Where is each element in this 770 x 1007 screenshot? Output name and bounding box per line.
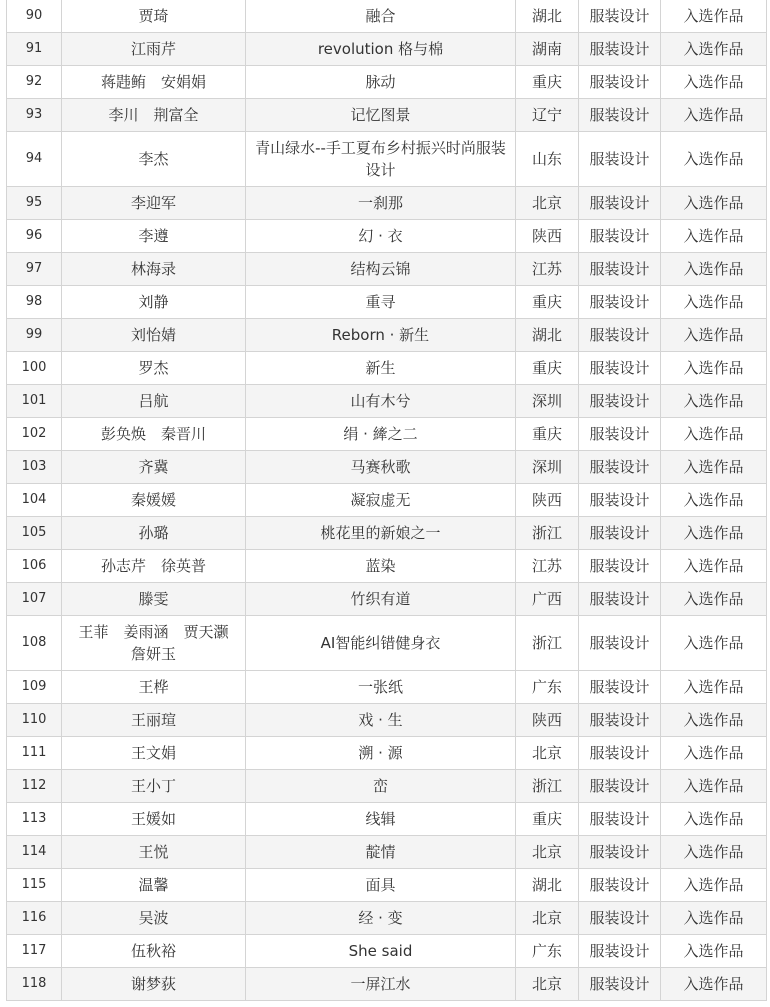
author-cell: 王菲 姜雨涵 贾天灏 詹妍玉 xyxy=(62,616,246,671)
table-row xyxy=(7,0,767,33)
category-cell: 服装设计 xyxy=(579,286,661,319)
entry-number: 110 xyxy=(7,704,62,737)
status-cell: 入选作品 xyxy=(661,187,767,220)
author-cell: 王媛如 xyxy=(62,803,246,836)
work-title-cell: Reborn · 新生 xyxy=(246,319,516,352)
region-cell: 江苏 xyxy=(516,550,579,583)
status-cell: 入选作品 xyxy=(661,616,767,671)
table-row xyxy=(7,517,767,550)
entry-number: 109 xyxy=(7,671,62,704)
category-cell: 服装设计 xyxy=(579,704,661,737)
work-title-cell: 峦 xyxy=(246,770,516,803)
author-cell: 伍秋裕 xyxy=(62,935,246,968)
work-title-cell: 戏 · 生 xyxy=(246,704,516,737)
entry-number: 111 xyxy=(7,737,62,770)
work-title-cell: revolution 格与棉 xyxy=(246,33,516,66)
entry-number: 104 xyxy=(7,484,62,517)
category-cell: 服装设计 xyxy=(579,0,661,33)
work-title-cell: 新生 xyxy=(246,352,516,385)
status-cell: 入选作品 xyxy=(661,550,767,583)
entry-number: 101 xyxy=(7,385,62,418)
entry-number: 113 xyxy=(7,803,62,836)
author-cell: 王悦 xyxy=(62,836,246,869)
status-cell: 入选作品 xyxy=(661,704,767,737)
status-cell: 入选作品 xyxy=(661,220,767,253)
entry-number: 98 xyxy=(7,286,62,319)
work-title-cell: 一屏江水 xyxy=(246,968,516,1001)
author-cell: 李川 荆富全 xyxy=(62,99,246,132)
category-cell: 服装设计 xyxy=(579,385,661,418)
table-row xyxy=(7,616,767,671)
category-cell: 服装设计 xyxy=(579,935,661,968)
work-title-cell: 经 · 变 xyxy=(246,902,516,935)
table-row xyxy=(7,968,767,1001)
entry-number: 108 xyxy=(7,616,62,671)
table-row xyxy=(7,451,767,484)
category-cell: 服装设计 xyxy=(579,671,661,704)
entry-number: 96 xyxy=(7,220,62,253)
status-cell: 入选作品 xyxy=(661,33,767,66)
author-cell: 温馨 xyxy=(62,869,246,902)
work-title-cell: She said xyxy=(246,935,516,968)
author-cell: 孙志芹 徐英普 xyxy=(62,550,246,583)
work-title-cell: 凝寂虚无 xyxy=(246,484,516,517)
category-cell: 服装设计 xyxy=(579,484,661,517)
entry-number: 106 xyxy=(7,550,62,583)
author-cell: 李杰 xyxy=(62,132,246,187)
status-cell: 入选作品 xyxy=(661,836,767,869)
table-row xyxy=(7,132,767,187)
table-row xyxy=(7,484,767,517)
author-cell: 王文娟 xyxy=(62,737,246,770)
region-cell: 深圳 xyxy=(516,385,579,418)
region-cell: 重庆 xyxy=(516,352,579,385)
entry-number: 112 xyxy=(7,770,62,803)
entry-number: 94 xyxy=(7,132,62,187)
category-cell: 服装设计 xyxy=(579,968,661,1001)
author-cell: 李迎军 xyxy=(62,187,246,220)
table-row xyxy=(7,803,767,836)
work-title-cell: 青山绿水--手工夏布乡村振兴时尚服装设计 xyxy=(246,132,516,187)
entry-number: 100 xyxy=(7,352,62,385)
work-title-cell: 记忆图景 xyxy=(246,99,516,132)
category-cell: 服装设计 xyxy=(579,319,661,352)
category-cell: 服装设计 xyxy=(579,803,661,836)
category-cell: 服装设计 xyxy=(579,616,661,671)
entry-number: 107 xyxy=(7,583,62,616)
awards-table-body xyxy=(7,0,767,1001)
author-cell: 王小丁 xyxy=(62,770,246,803)
table-row xyxy=(7,66,767,99)
author-cell: 彭奂焕 秦晋川 xyxy=(62,418,246,451)
author-cell: 吴波 xyxy=(62,902,246,935)
status-cell: 入选作品 xyxy=(661,451,767,484)
category-cell: 服装设计 xyxy=(579,517,661,550)
awards-table xyxy=(6,0,767,1001)
region-cell: 北京 xyxy=(516,187,579,220)
region-cell: 陕西 xyxy=(516,220,579,253)
region-cell: 陕西 xyxy=(516,484,579,517)
table-row xyxy=(7,220,767,253)
region-cell: 北京 xyxy=(516,968,579,1001)
author-cell: 吕航 xyxy=(62,385,246,418)
region-cell: 江苏 xyxy=(516,253,579,286)
author-cell: 贾琦 xyxy=(62,0,246,33)
status-cell: 入选作品 xyxy=(661,737,767,770)
category-cell: 服装设计 xyxy=(579,770,661,803)
category-cell: 服装设计 xyxy=(579,253,661,286)
status-cell: 入选作品 xyxy=(661,286,767,319)
status-cell: 入选作品 xyxy=(661,253,767,286)
category-cell: 服装设计 xyxy=(579,33,661,66)
status-cell: 入选作品 xyxy=(661,935,767,968)
entry-number: 99 xyxy=(7,319,62,352)
status-cell: 入选作品 xyxy=(661,385,767,418)
category-cell: 服装设计 xyxy=(579,187,661,220)
author-cell: 王桦 xyxy=(62,671,246,704)
author-cell: 王丽瑄 xyxy=(62,704,246,737)
author-cell: 林海录 xyxy=(62,253,246,286)
table-row xyxy=(7,770,767,803)
table-row xyxy=(7,385,767,418)
status-cell: 入选作品 xyxy=(661,132,767,187)
entry-number: 95 xyxy=(7,187,62,220)
category-cell: 服装设计 xyxy=(579,99,661,132)
work-title-cell: 溯 · 源 xyxy=(246,737,516,770)
entry-number: 117 xyxy=(7,935,62,968)
table-row xyxy=(7,33,767,66)
region-cell: 山东 xyxy=(516,132,579,187)
status-cell: 入选作品 xyxy=(661,484,767,517)
work-title-cell: 脉动 xyxy=(246,66,516,99)
entry-number: 97 xyxy=(7,253,62,286)
region-cell: 湖北 xyxy=(516,0,579,33)
work-title-cell: 竹织有道 xyxy=(246,583,516,616)
author-cell: 齐冀 xyxy=(62,451,246,484)
author-cell: 谢梦荻 xyxy=(62,968,246,1001)
status-cell: 入选作品 xyxy=(661,770,767,803)
status-cell: 入选作品 xyxy=(661,583,767,616)
status-cell: 入选作品 xyxy=(661,418,767,451)
work-title-cell: 一张纸 xyxy=(246,671,516,704)
work-title-cell: AI智能纠错健身衣 xyxy=(246,616,516,671)
category-cell: 服装设计 xyxy=(579,352,661,385)
table-row xyxy=(7,352,767,385)
work-title-cell: 结构云锦 xyxy=(246,253,516,286)
author-cell: 李遵 xyxy=(62,220,246,253)
region-cell: 湖北 xyxy=(516,319,579,352)
status-cell: 入选作品 xyxy=(661,0,767,33)
table-row xyxy=(7,737,767,770)
table-row xyxy=(7,319,767,352)
table-row xyxy=(7,187,767,220)
status-cell: 入选作品 xyxy=(661,517,767,550)
work-title-cell: 面具 xyxy=(246,869,516,902)
category-cell: 服装设计 xyxy=(579,550,661,583)
work-title-cell: 一刹那 xyxy=(246,187,516,220)
entry-number: 116 xyxy=(7,902,62,935)
author-cell: 刘怡婧 xyxy=(62,319,246,352)
author-cell: 秦媛媛 xyxy=(62,484,246,517)
region-cell: 重庆 xyxy=(516,803,579,836)
region-cell: 浙江 xyxy=(516,616,579,671)
status-cell: 入选作品 xyxy=(661,319,767,352)
author-cell: 孙璐 xyxy=(62,517,246,550)
category-cell: 服装设计 xyxy=(579,418,661,451)
region-cell: 辽宁 xyxy=(516,99,579,132)
category-cell: 服装设计 xyxy=(579,902,661,935)
region-cell: 广东 xyxy=(516,671,579,704)
entry-number: 91 xyxy=(7,33,62,66)
entry-number: 114 xyxy=(7,836,62,869)
work-title-cell: 蓝染 xyxy=(246,550,516,583)
work-title-cell: 幻 · 衣 xyxy=(246,220,516,253)
region-cell: 浙江 xyxy=(516,770,579,803)
entry-number: 103 xyxy=(7,451,62,484)
table-row xyxy=(7,99,767,132)
region-cell: 北京 xyxy=(516,902,579,935)
region-cell: 湖北 xyxy=(516,869,579,902)
entry-number: 115 xyxy=(7,869,62,902)
region-cell: 重庆 xyxy=(516,286,579,319)
table-row xyxy=(7,253,767,286)
category-cell: 服装设计 xyxy=(579,836,661,869)
region-cell: 陕西 xyxy=(516,704,579,737)
work-title-cell: 融合 xyxy=(246,0,516,33)
author-cell: 江雨芹 xyxy=(62,33,246,66)
author-cell: 滕雯 xyxy=(62,583,246,616)
category-cell: 服装设计 xyxy=(579,451,661,484)
region-cell: 湖南 xyxy=(516,33,579,66)
region-cell: 重庆 xyxy=(516,418,579,451)
table-row xyxy=(7,704,767,737)
table-row xyxy=(7,550,767,583)
entry-number: 102 xyxy=(7,418,62,451)
region-cell: 北京 xyxy=(516,836,579,869)
region-cell: 深圳 xyxy=(516,451,579,484)
table-row xyxy=(7,836,767,869)
table-row xyxy=(7,418,767,451)
category-cell: 服装设计 xyxy=(579,66,661,99)
work-title-cell: 重寻 xyxy=(246,286,516,319)
status-cell: 入选作品 xyxy=(661,66,767,99)
status-cell: 入选作品 xyxy=(661,869,767,902)
status-cell: 入选作品 xyxy=(661,352,767,385)
status-cell: 入选作品 xyxy=(661,968,767,1001)
status-cell: 入选作品 xyxy=(661,671,767,704)
table-row xyxy=(7,583,767,616)
region-cell: 浙江 xyxy=(516,517,579,550)
work-title-cell: 绢 · 縴之二 xyxy=(246,418,516,451)
table-row xyxy=(7,869,767,902)
work-title-cell: 桃花里的新娘之一 xyxy=(246,517,516,550)
entry-number: 90 xyxy=(7,0,62,33)
entry-number: 118 xyxy=(7,968,62,1001)
region-cell: 广东 xyxy=(516,935,579,968)
entry-number: 92 xyxy=(7,66,62,99)
table-row xyxy=(7,286,767,319)
status-cell: 入选作品 xyxy=(661,902,767,935)
category-cell: 服装设计 xyxy=(579,220,661,253)
table-row xyxy=(7,902,767,935)
category-cell: 服装设计 xyxy=(579,132,661,187)
entry-number: 93 xyxy=(7,99,62,132)
table-row xyxy=(7,671,767,704)
work-title-cell: 靛情 xyxy=(246,836,516,869)
category-cell: 服装设计 xyxy=(579,869,661,902)
work-title-cell: 线辑 xyxy=(246,803,516,836)
region-cell: 广西 xyxy=(516,583,579,616)
status-cell: 入选作品 xyxy=(661,99,767,132)
region-cell: 重庆 xyxy=(516,66,579,99)
table-row xyxy=(7,935,767,968)
region-cell: 北京 xyxy=(516,737,579,770)
author-cell: 刘静 xyxy=(62,286,246,319)
category-cell: 服装设计 xyxy=(579,583,661,616)
author-cell: 罗杰 xyxy=(62,352,246,385)
entry-number: 105 xyxy=(7,517,62,550)
work-title-cell: 山有木兮 xyxy=(246,385,516,418)
category-cell: 服装设计 xyxy=(579,737,661,770)
work-title-cell: 马赛秋歌 xyxy=(246,451,516,484)
author-cell: 蒋韪鲔 安娟娟 xyxy=(62,66,246,99)
status-cell: 入选作品 xyxy=(661,803,767,836)
